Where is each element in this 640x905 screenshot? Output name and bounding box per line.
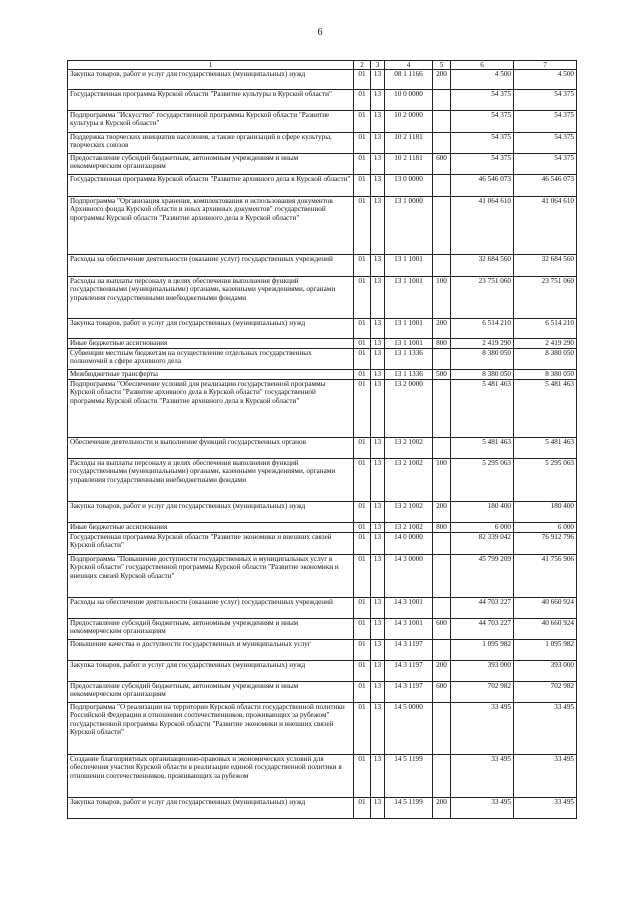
row-amount-2: 32 684 560 (514, 255, 577, 277)
row-target-article: 14 3 1001 (385, 598, 433, 619)
row-expense-type: 200 (433, 661, 451, 682)
row-subsection: 13 (371, 661, 385, 682)
page-number: 6 (317, 27, 323, 38)
row-subsection: 13 (371, 349, 385, 370)
row-target-article: 10 2 1181 (385, 154, 433, 175)
row-amount-1: 393 000 (451, 661, 514, 682)
row-amount-2: 4 500 (514, 70, 577, 90)
row-name: Государственная программа Курской области "Развитие культуры в Курской области" (68, 90, 354, 111)
row-target-article: 13 2 1002 (385, 459, 433, 502)
row-target-article: 14 0 0000 (385, 533, 433, 555)
row-name: Предоставление субсидий бюджетным, автономным учреждениям и иным некоммерческим организациям (68, 619, 354, 640)
row-amount-2: 54 375 (514, 90, 577, 111)
row-name: Подпрограмма "Повышение доступности государственных и муниципальных услуг в Курской области" государственной программы Курской области "Развитие экономики и внешних связей Курской области" (68, 555, 354, 598)
row-subsection: 13 (371, 502, 385, 523)
row-expense-type (433, 598, 451, 619)
row-amount-1: 8 380 050 (451, 349, 514, 370)
row-subsection: 13 (371, 598, 385, 619)
row-target-article: 14 5 1199 (385, 755, 433, 798)
row-name: Предоставление субсидий бюджетным, автономным учреждениям и иным некоммерческим организациям (68, 154, 354, 175)
row-target-article: 13 2 0000 (385, 380, 433, 438)
table-row (68, 502, 577, 523)
row-amount-1: 702 982 (451, 682, 514, 703)
header-col-4: 4 (385, 61, 433, 70)
row-amount-2: 41 756 906 (514, 555, 577, 598)
row-section: 01 (354, 703, 371, 755)
row-section: 01 (354, 70, 371, 90)
row-amount-2: 40 660 924 (514, 619, 577, 640)
row-name: Закупка товаров, работ и услуг для государственных (муниципальных) нужд (68, 502, 354, 523)
row-subsection: 13 (371, 682, 385, 703)
budget-table (67, 60, 577, 819)
row-amount-1: 180 400 (451, 502, 514, 523)
header-col-1: 1 (68, 61, 354, 70)
row-amount-1: 33 495 (451, 798, 514, 819)
row-section: 01 (354, 319, 371, 339)
row-expense-type (433, 640, 451, 661)
row-name: Предоставление субсидий бюджетным, автономным учреждениям и иным некоммерческим организациям (68, 682, 354, 703)
row-target-article: 10 2 0000 (385, 111, 433, 133)
row-amount-2: 76 912 796 (514, 533, 577, 555)
row-section: 01 (354, 154, 371, 175)
row-subsection: 13 (371, 370, 385, 380)
row-name: Подпрограмма "Организация хранения, комплектования и использования документов Архивного фонда Курской области и иных архивных документов" государственной программы Курской области "Развитие архивного дела в Курской области" (68, 197, 354, 255)
header-col-7: 7 (514, 61, 577, 70)
header-col-6: 6 (451, 61, 514, 70)
row-target-article: 13 1 1001 (385, 319, 433, 339)
row-amount-1: 41 064 610 (451, 197, 514, 255)
row-name: Расходы на обеспечение деятельности (оказание услуг) государственных учреждений (68, 598, 354, 619)
row-expense-type (433, 175, 451, 197)
row-amount-2: 8 380 050 (514, 370, 577, 380)
row-subsection: 13 (371, 255, 385, 277)
row-subsection: 13 (371, 459, 385, 502)
row-subsection: 13 (371, 798, 385, 819)
row-name: Подпрограмма "Обеспечение условий для реализации государственной программы Курской области "Развитие архивного дела в Курской области" государственной программы Курской области "Развитие архивного дела в Курской области" (68, 380, 354, 438)
row-name: Повышение качества и доступности государственных и муниципальных услуг (68, 640, 354, 661)
row-subsection: 13 (371, 175, 385, 197)
row-target-article: 13 1 1336 (385, 370, 433, 380)
table-row (68, 682, 577, 703)
row-name: Иные бюджетные ассигнования (68, 523, 354, 533)
row-amount-1: 23 751 060 (451, 277, 514, 319)
row-target-article: 13 1 1336 (385, 349, 433, 370)
row-amount-1: 82 339 042 (451, 533, 514, 555)
row-expense-type: 600 (433, 154, 451, 175)
row-name: Закупка товаров, работ и услуг для государственных (муниципальных) нужд (68, 798, 354, 819)
row-target-article: 13 1 1001 (385, 277, 433, 319)
row-name: Субвенции местным бюджетам на осуществление отдельных государственных полномочий в сфере архивного дела (68, 349, 354, 370)
row-amount-2: 5 481 463 (514, 438, 577, 459)
row-amount-2: 1 095 982 (514, 640, 577, 661)
row-subsection: 13 (371, 319, 385, 339)
row-section: 01 (354, 133, 371, 154)
row-subsection: 13 (371, 111, 385, 133)
row-section: 01 (354, 459, 371, 502)
row-amount-2: 393 000 (514, 661, 577, 682)
row-target-article: 13 2 1002 (385, 438, 433, 459)
row-name: Поддержка творческих инициатив населения, а также организаций в сфере культуры, творческих союзов (68, 133, 354, 154)
row-target-article: 14 5 1199 (385, 798, 433, 819)
table-body (68, 70, 577, 819)
table-row (68, 798, 577, 819)
header-col-3: 3 (371, 61, 385, 70)
row-subsection: 13 (371, 277, 385, 319)
row-section: 01 (354, 661, 371, 682)
row-section: 01 (354, 339, 371, 349)
row-amount-1: 54 375 (451, 111, 514, 133)
row-expense-type (433, 111, 451, 133)
row-amount-2: 54 375 (514, 111, 577, 133)
row-section: 01 (354, 555, 371, 598)
row-expense-type (433, 349, 451, 370)
row-amount-2: 40 660 924 (514, 598, 577, 619)
row-amount-2: 33 495 (514, 798, 577, 819)
table-row (68, 133, 577, 154)
row-amount-1: 45 799 209 (451, 555, 514, 598)
table-row (68, 111, 577, 133)
row-section: 01 (354, 277, 371, 319)
table-row (68, 197, 577, 255)
table-row (68, 459, 577, 502)
table-row (68, 380, 577, 438)
table-row (68, 70, 577, 90)
table-row (68, 370, 577, 380)
row-name: Межбюджетные трансферты (68, 370, 354, 380)
row-expense-type (433, 555, 451, 598)
row-subsection: 13 (371, 755, 385, 798)
row-section: 01 (354, 349, 371, 370)
row-amount-1: 33 495 (451, 703, 514, 755)
row-subsection: 13 (371, 90, 385, 111)
table-row (68, 619, 577, 640)
row-amount-1: 54 375 (451, 133, 514, 154)
row-expense-type (433, 133, 451, 154)
row-target-article: 13 1 1001 (385, 255, 433, 277)
row-amount-2: 33 495 (514, 755, 577, 798)
row-amount-2: 5 295 063 (514, 459, 577, 502)
table-row (68, 755, 577, 798)
row-name: Закупка товаров, работ и услуг для государственных (муниципальных) нужд (68, 70, 354, 90)
row-expense-type: 100 (433, 459, 451, 502)
row-target-article: 14 3 0000 (385, 555, 433, 598)
row-amount-1: 5 295 063 (451, 459, 514, 502)
row-amount-2: 5 481 463 (514, 380, 577, 438)
row-amount-1: 44 703 227 (451, 619, 514, 640)
table-row (68, 277, 577, 319)
row-expense-type: 500 (433, 370, 451, 380)
row-amount-1: 33 495 (451, 755, 514, 798)
table-row (68, 661, 577, 682)
row-amount-2: 33 495 (514, 703, 577, 755)
row-section: 01 (354, 175, 371, 197)
row-amount-2: 23 751 060 (514, 277, 577, 319)
row-target-article: 13 0 0000 (385, 175, 433, 197)
row-name: Создание благоприятных организационно-правовых и экономических условий для обеспечения участия Курской области в реализации единой государственной политики в отношении соотечественников, проживающих за рубежом (68, 755, 354, 798)
row-expense-type: 800 (433, 339, 451, 349)
row-amount-2: 54 375 (514, 133, 577, 154)
row-target-article: 10 2 1181 (385, 133, 433, 154)
row-section: 01 (354, 438, 371, 459)
table-row (68, 154, 577, 175)
row-name: Расходы на выплаты персоналу в целях обеспечения выполнения функций государственными (муниципальными) органами, казенными учреждениями, органами управления государственными внебюджетными фондами (68, 277, 354, 319)
row-expense-type (433, 197, 451, 255)
row-section: 01 (354, 370, 371, 380)
row-section: 01 (354, 533, 371, 555)
row-name: Государственная программа Курской области "Развитие архивного дела в Курской области" (68, 175, 354, 197)
row-amount-1: 4 500 (451, 70, 514, 90)
row-amount-2: 180 400 (514, 502, 577, 523)
row-expense-type: 200 (433, 798, 451, 819)
row-expense-type: 600 (433, 682, 451, 703)
row-section: 01 (354, 502, 371, 523)
row-section: 01 (354, 798, 371, 819)
row-target-article: 14 5 0000 (385, 703, 433, 755)
row-amount-1: 6 000 (451, 523, 514, 533)
table-header-row (68, 61, 577, 70)
row-subsection: 13 (371, 640, 385, 661)
header-col-5: 5 (433, 61, 451, 70)
row-target-article: 13 2 1002 (385, 502, 433, 523)
row-amount-2: 702 982 (514, 682, 577, 703)
row-expense-type (433, 380, 451, 438)
row-amount-2: 6 514 210 (514, 319, 577, 339)
table-row (68, 349, 577, 370)
row-amount-2: 41 064 610 (514, 197, 577, 255)
row-name: Государственная программа Курской области "Развитие экономики и внешних связей Курской области" (68, 533, 354, 555)
row-section: 01 (354, 755, 371, 798)
row-amount-2: 54 375 (514, 154, 577, 175)
row-subsection: 13 (371, 133, 385, 154)
row-section: 01 (354, 619, 371, 640)
row-name: Иные бюджетные ассигнования (68, 339, 354, 349)
row-section: 01 (354, 598, 371, 619)
row-subsection: 13 (371, 523, 385, 533)
row-section: 01 (354, 90, 371, 111)
row-amount-1: 54 375 (451, 90, 514, 111)
row-name: Расходы на обеспечение деятельности (оказание услуг) государственных учреждений (68, 255, 354, 277)
row-amount-1: 2 419 290 (451, 339, 514, 349)
row-expense-type: 800 (433, 523, 451, 533)
row-target-article: 13 2 1002 (385, 523, 433, 533)
row-target-article: 10 0 0000 (385, 90, 433, 111)
row-amount-1: 44 703 227 (451, 598, 514, 619)
table-row (68, 523, 577, 533)
row-section: 01 (354, 197, 371, 255)
table-row (68, 255, 577, 277)
row-section: 01 (354, 380, 371, 438)
row-amount-2: 46 546 073 (514, 175, 577, 197)
row-expense-type (433, 755, 451, 798)
table-row (68, 438, 577, 459)
row-amount-1: 1 095 982 (451, 640, 514, 661)
row-section: 01 (354, 640, 371, 661)
table-row (68, 640, 577, 661)
table-row (68, 703, 577, 755)
row-subsection: 13 (371, 619, 385, 640)
row-name: Расходы на выплаты персоналу в целях обеспечения выполнения функций государственными (муниципальными) органами, казенными учреждениями, органами управления государственными внебюджетными фондами (68, 459, 354, 502)
table-row (68, 175, 577, 197)
row-amount-1: 5 481 463 (451, 438, 514, 459)
row-target-article: 08 1 1166 (385, 70, 433, 90)
row-section: 01 (354, 111, 371, 133)
row-target-article: 14 3 1197 (385, 661, 433, 682)
row-target-article: 14 3 1197 (385, 682, 433, 703)
row-subsection: 13 (371, 154, 385, 175)
row-amount-1: 32 684 560 (451, 255, 514, 277)
row-name: Закупка товаров, работ и услуг для государственных (муниципальных) нужд (68, 319, 354, 339)
row-name: Обеспечение деятельности и выполнение функций государственных органов (68, 438, 354, 459)
row-subsection: 13 (371, 703, 385, 755)
row-expense-type: 100 (433, 277, 451, 319)
row-target-article: 13 1 0000 (385, 197, 433, 255)
row-amount-2: 2 419 290 (514, 339, 577, 349)
row-amount-2: 6 000 (514, 523, 577, 533)
row-expense-type (433, 90, 451, 111)
row-expense-type (433, 438, 451, 459)
row-name: Закупка товаров, работ и услуг для государственных (муниципальных) нужд (68, 661, 354, 682)
row-amount-1: 54 375 (451, 154, 514, 175)
row-subsection: 13 (371, 555, 385, 598)
row-amount-2: 8 380 050 (514, 349, 577, 370)
table-row (68, 339, 577, 349)
row-amount-1: 8 380 050 (451, 370, 514, 380)
header-col-2: 2 (354, 61, 371, 70)
row-expense-type (433, 703, 451, 755)
row-expense-type: 600 (433, 619, 451, 640)
row-subsection: 13 (371, 438, 385, 459)
row-amount-1: 46 546 073 (451, 175, 514, 197)
row-subsection: 13 (371, 197, 385, 255)
row-expense-type: 200 (433, 319, 451, 339)
row-target-article: 14 3 1197 (385, 640, 433, 661)
row-section: 01 (354, 523, 371, 533)
table-row (68, 90, 577, 111)
row-section: 01 (354, 255, 371, 277)
row-subsection: 13 (371, 380, 385, 438)
row-amount-1: 6 514 210 (451, 319, 514, 339)
table-row (68, 533, 577, 555)
row-subsection: 13 (371, 339, 385, 349)
row-amount-1: 5 481 463 (451, 380, 514, 438)
row-subsection: 13 (371, 70, 385, 90)
row-subsection: 13 (371, 533, 385, 555)
row-expense-type: 200 (433, 70, 451, 90)
row-target-article: 13 1 1001 (385, 339, 433, 349)
row-expense-type: 200 (433, 502, 451, 523)
table-row (68, 555, 577, 598)
row-expense-type (433, 255, 451, 277)
table-row (68, 319, 577, 339)
row-name: Подпрограмма "О реализации на территории Курской области государственной политики Российской Федерации в отношении соотечественников, проживающих за рубежом" государственной программы Курской области "Развитие экономики и внешних связей Курской области" (68, 703, 354, 755)
row-section: 01 (354, 682, 371, 703)
table-row (68, 598, 577, 619)
row-expense-type (433, 533, 451, 555)
row-name: Подпрограмма "Искусство" государственной программы Курской области "Развитие культуры в Курской области" (68, 111, 354, 133)
row-target-article: 14 3 1001 (385, 619, 433, 640)
